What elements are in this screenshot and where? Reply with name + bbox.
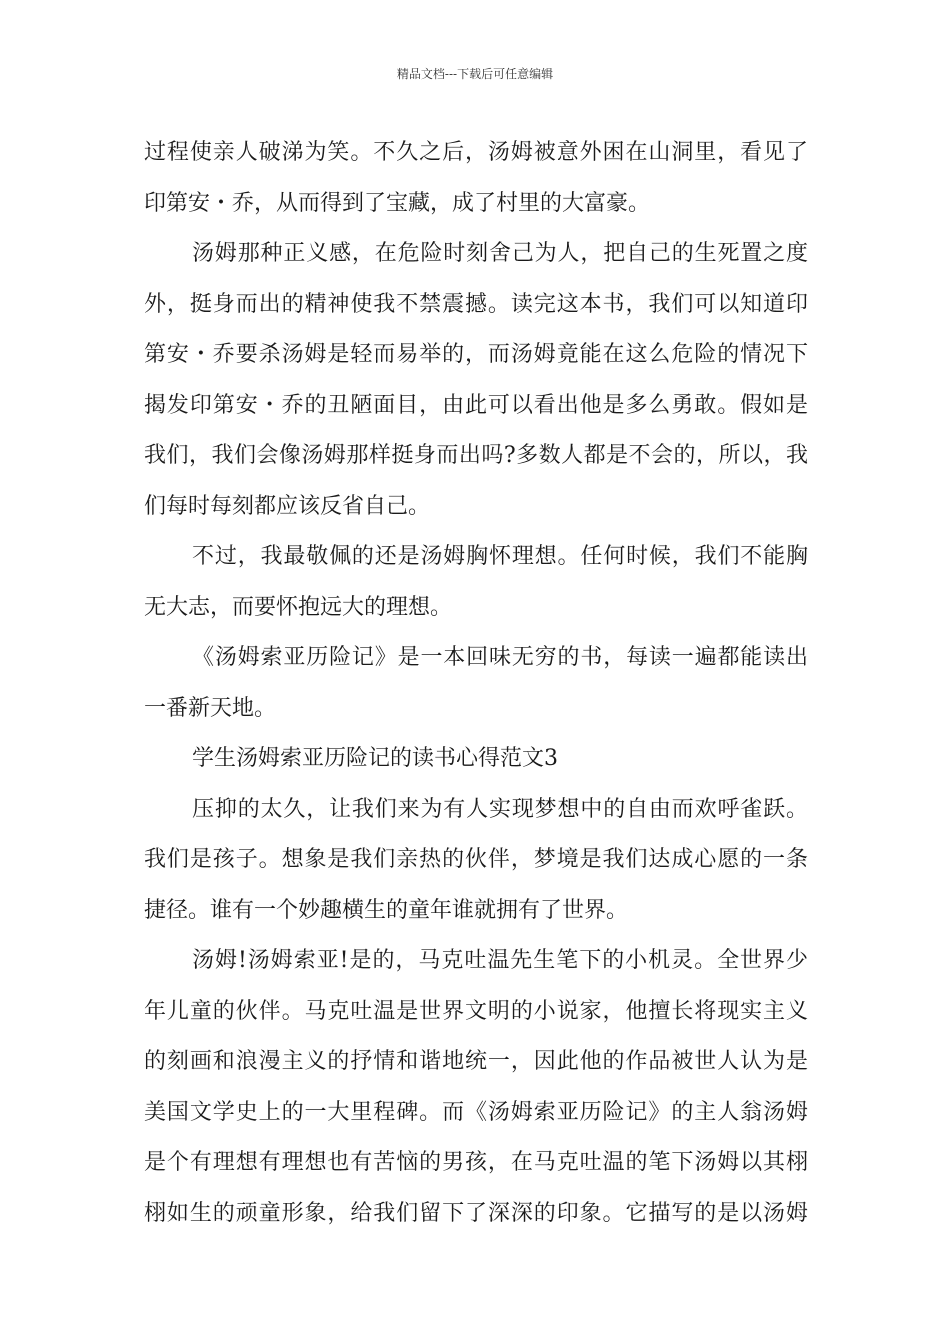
text-line: 栩如生的顽童形象，给我们留下了深深的印象。它描写的是以汤姆 [144,1200,808,1226]
text-line: 汤姆那种正义感，在危险时刻舍己为人，把自己的生死置之度 [192,241,808,266]
document-body [144,128,808,1239]
text-line: 我们，我们会像汤姆那样挺身而出吗?多数人都是不会的，所以，我 [144,443,808,468]
text-line: 过程使亲人破涕为笑。不久之后，汤姆被意外困在山洞里，看见了 [144,140,808,165]
text-line: 年儿童的伙伴。马克吐温是世界文明的小说家，他擅长将现实主义 [144,998,808,1024]
text-line: 《汤姆索亚历险记》是一本回味无穷的书，每读一遍都能读出 [192,645,808,670]
text-line: 一番新天地。 [144,695,277,721]
text-line: 不过，我最敬佩的还是汤姆胸怀理想。任何时候，我们不能胸 [192,544,808,569]
text-line: 压抑的太久，让我们来为有人实现梦想中的自由而欢呼雀跃。 [192,796,808,822]
text-line: 美国文学史上的一大里程碑。而《汤姆索亚历险记》的主人翁汤姆 [144,1099,808,1125]
text-line: 们每时每刻都应该反省自己。 [144,493,431,519]
text-line: 外，挺身而出的精神使我不禁震撼。读完这本书，我们可以知道印 [144,291,808,317]
text-line: 无大志，而要怀抱远大的理想。 [144,594,453,620]
text-line: 印第安・乔，从而得到了宝藏，成了村里的大富豪。 [144,190,651,216]
section-heading: 学生汤姆索亚历险记的读书心得范文3 [192,746,558,771]
text-line: 捷径。谁有一个妙趣横生的童年谁就拥有了世界。 [144,897,629,923]
text-line: 是个有理想有理想也有苦恼的男孩，在马克吐温的笔下汤姆以其栩 [144,1150,808,1175]
text-line: 揭发印第安・乔的丑陋面目，由此可以看出他是多么勇敢。假如是 [144,392,808,418]
page-header: 精品文档---下载后可任意编辑 [396,67,554,81]
text-line: 第安・乔要杀汤姆是轻而易举的，而汤姆竟能在这么危险的情况下 [144,342,808,367]
text-line: 汤姆!汤姆索亚!是的，马克吐温先生笔下的小机灵。全世界少 [192,948,808,973]
text-line: 的刻画和浪漫主义的抒情和谐地统一，因此他的作品被世人认为是 [144,1049,808,1074]
text-line: 我们是孩子。想象是我们亲热的伙伴，梦境是我们达成心愿的一条 [144,847,808,872]
